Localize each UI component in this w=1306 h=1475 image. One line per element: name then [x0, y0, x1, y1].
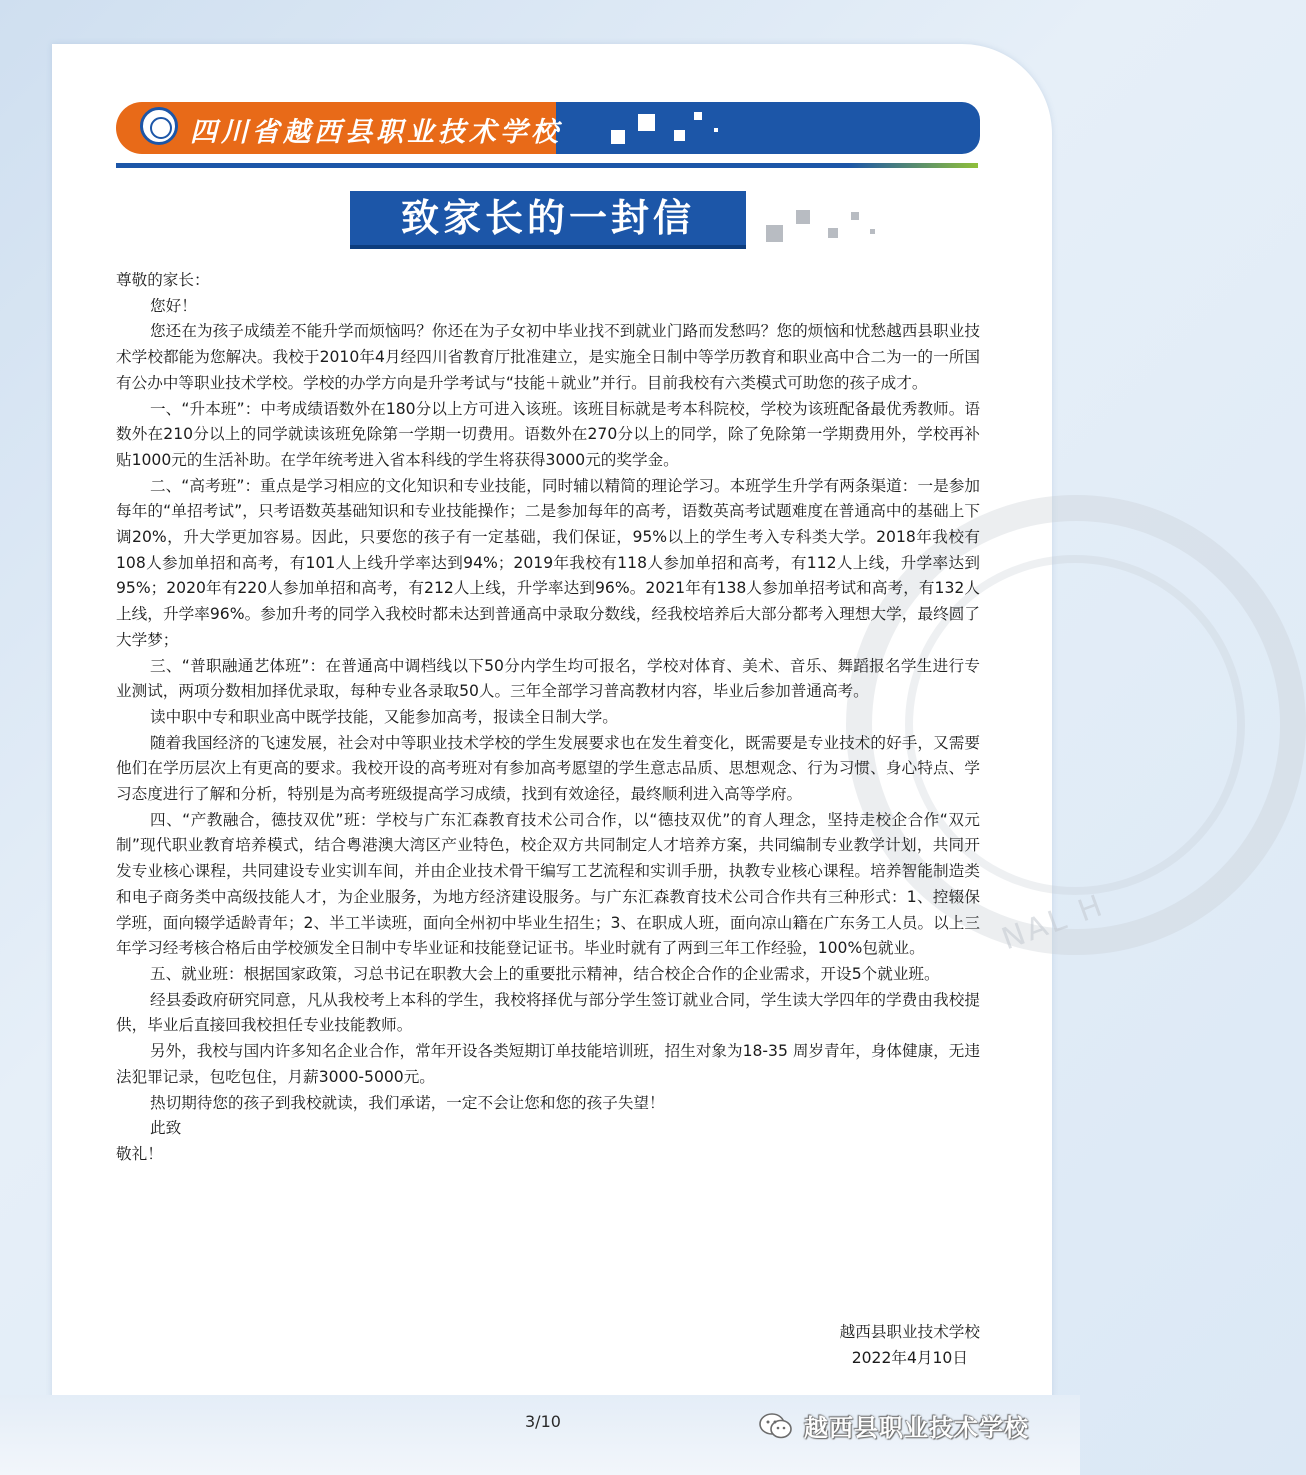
paragraph-scholarship: 经县委政府研究同意，凡从我校考上本科的学生，我校将择优与部分学生签订就业合同，学生读大学四年的学费由我校提供，毕业后直接回我校担任专业技能教师。: [116, 990, 980, 1035]
closing-line-1: 此致: [150, 1119, 182, 1138]
paragraph-program-1: 一、“升本班”：中考成绩语数外在180分以上方可进入该班。该班目标就是考本科院校，学校为该班配备最优秀教师。语数外在210分以上的同学就读该班免除第一学期一切费用。语数外在270分以上的同学，除了免除第一学期费用外，学校再补贴1000元的生活补助。在学年统考进入省本科线的学生将获得3000元的奖学金。: [116, 399, 980, 469]
decor-square: [766, 225, 783, 242]
decor-square: [828, 228, 838, 238]
page-number: 3/10: [525, 1412, 561, 1431]
paragraph-program-2: 二、“高考班”：重点是学习相应的文化知识和专业技能，同时辅以精简的理论学习。本班学生升学有两条渠道：一是参加每年的“单招考试”，只考语数英基础知识和专业技能操作；二是参加每年的高考，语数英高考试题难度在普通高中的基础上下调20%，升大学更加容易。因此，只要您的孩子有一定基础，我们保证，95%以上的学生考入专科类大学。2018年我校有108人参加单招和高考，有101人上线升学率达到94%；2019年我校有118人参加单招和高考，有112人上线，升学率达到95%；2020年有220人参加单招和高考，有212人上线，升学率达到96%。2021年有138人参加单招考试和高考，有132人上线，升学率96%。参加升考的同学入我校时都未达到普通高中录取分数线，经我校培养后大部分都考入理想大学，最终圆了大学梦；: [116, 476, 980, 649]
signature-date: 2022年4月10日: [851, 1349, 968, 1367]
header-banner: [116, 102, 980, 154]
school-name-banner: 四川省越西县职业技术学校: [190, 117, 562, 148]
decor-square: [611, 130, 625, 144]
decor-square: [714, 128, 718, 132]
paragraph-development: 随着我国经济的飞速发展，社会对中等职业技术学校的学生发展要求也在发生着变化，既需要是专业技术的好手，又需要他们在学历层次上有更高的要求。我校开设的高考班对有参加高考愿望的学生意志品质、思想观念、行为习惯、身心特点、学习态度进行了解和分析，特别是为高考班级提高学习成绩，找到有效途径，最终顺利进入高等学府。: [116, 733, 980, 804]
decor-square: [638, 114, 655, 131]
paragraph-summary: 读中职中专和职业高中既学技能，又能参加高考，报读全日制大学。: [150, 707, 618, 726]
banner-underline: [116, 163, 978, 168]
letter-title: 致家长的一封信: [400, 196, 695, 240]
decor-square: [674, 130, 685, 141]
letter-body: [116, 268, 980, 1168]
decor-square: [851, 212, 859, 220]
closing-line-2: 敬礼！: [116, 1144, 163, 1163]
banner-blue-band: [546, 102, 980, 154]
decor-square: [796, 210, 810, 224]
school-logo-icon: [140, 107, 178, 145]
paragraph-program-3: 三、“普职融通艺体班”：在普通高中调档线以下50分内学生均可报名，学校对体育、美术、音乐、舞蹈报名学生进行专业测试，两项分数相加择优录取，每种专业各录取50人。三年全部学习普高教材内容，毕业后参加普通高考。: [116, 656, 980, 701]
paragraph-training: 另外，我校与国内许多知名企业合作，常年开设各类短期订单技能培训班，招生对象为18-35 周岁青年，身体健康，无违法犯罪记录，包吃包住，月薪3000-5000元。: [116, 1042, 980, 1086]
paragraph-program-5: 五、就业班：根据国家政策，习总书记在职教大会上的重要批示精神，结合校企合作的企业需求，开设5个就业班。: [150, 964, 940, 983]
letter-title-box: [350, 191, 746, 249]
signature-name: 越西县职业技术学校: [839, 1323, 980, 1341]
wechat-icon: [758, 1412, 794, 1440]
greeting: 您好！: [150, 296, 197, 315]
paragraph-program-4: 四、“产教融合，德技双优”班：学校与广东汇森教育技术公司合作，以“德技双优”的育人理念，坚持走校企合作“双元制”现代职业教育培养模式，结合粤港澳大湾区产业特色，校企双方共同制定人才培养方案，共同编制专业教学计划，共同开发专业核心课程，共同建设专业实训车间，并由企业技术骨干编写工艺流程和实训手册，执教专业核心课程。培养智能制造类和电子商务类中高级技能人才，为企业服务，为地方经济建设服务。与广东汇森教育技术公司合作共有三种形式：1、控辍保学班，面向辍学适龄青年；2、半工半读班，面向全州初中毕业生招生；3、在职成人班，面向凉山籍在广东务工人员。以上三年学习经考核合格后由学校颁发全日制中专毕业证和技能登记证书。毕业时就有了两到三年工作经验，100%包就业。: [116, 810, 980, 958]
wechat-watermark: [758, 1408, 1029, 1443]
wechat-account-name: 越西县职业技术学校: [804, 1414, 1029, 1442]
decor-square: [870, 229, 875, 234]
signature-block: [840, 1319, 980, 1371]
paragraph-intro: 您还在为孩子成绩差不能升学而烦恼吗？你还在为子女初中毕业找不到就业门路而发愁吗？您的烦恼和忧愁越西县职业技术学校都能为您解决。我校于2010年4月经四川省教育厅批准建立，是实施全日制中等学历教育和职业高中合二为一的一所国有公办中等职业技术学校。学校的办学方向是升学考试与“技能＋就业”并行。目前我校有六类模式可助您的孩子成才。: [116, 322, 980, 392]
paragraph-closing-wish: 热切期待您的孩子到我校就读，我们承诺，一定不会让您和您的孩子失望！: [150, 1093, 665, 1112]
decor-square: [694, 112, 702, 120]
salutation: 尊敬的家长：: [116, 271, 210, 289]
watermark-text: NAL H: [997, 887, 1110, 958]
